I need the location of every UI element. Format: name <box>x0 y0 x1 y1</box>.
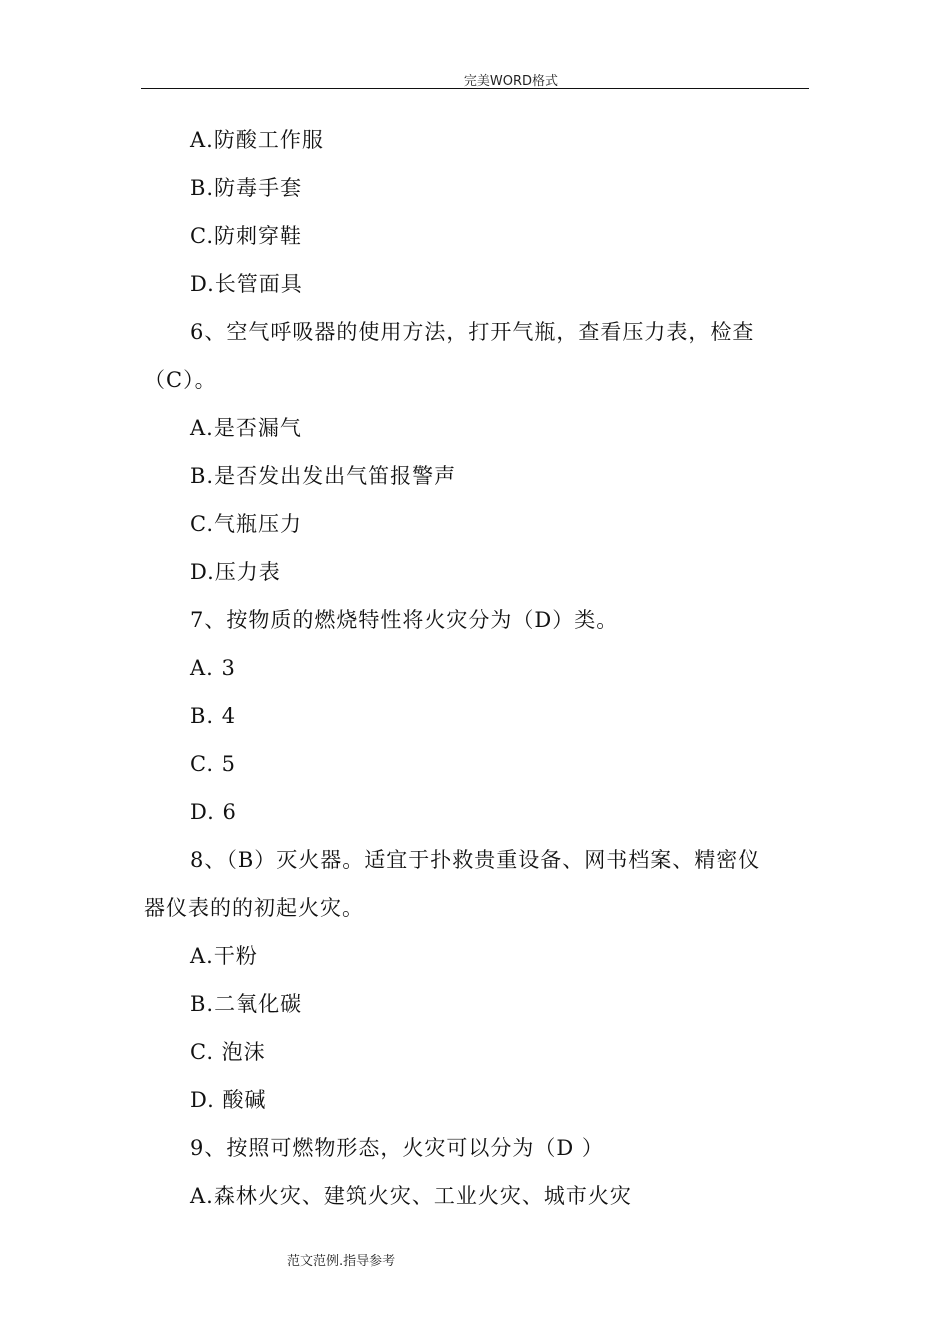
option-line: B.防毒手套 <box>190 176 303 200</box>
option-line: C.气瓶压力 <box>190 512 302 536</box>
question-continuation: 器仪表的的初起火灾。 <box>144 896 364 920</box>
option-line: D.长管面具 <box>190 272 303 296</box>
question-line: 9、按照可燃物形态，火灾可以分为（D ） <box>190 1136 604 1160</box>
option-line: D. 酸碱 <box>190 1088 267 1112</box>
option-line: A.森林火灾、建筑火灾、工业火灾、城市火灾 <box>190 1184 632 1208</box>
option-line: A.防酸工作服 <box>190 128 324 152</box>
option-line: B. 4 <box>190 704 237 728</box>
document-body <box>144 116 808 1220</box>
option-line: D. 6 <box>190 800 237 824</box>
option-line: A.干粉 <box>190 944 258 968</box>
option-line: C. 泡沫 <box>190 1040 266 1064</box>
header-divider <box>141 88 809 89</box>
question-line: 6、空气呼吸器的使用方法，打开气瓶，查看压力表，检查 <box>190 320 755 344</box>
option-line: C. 5 <box>190 752 237 776</box>
option-line: D.压力表 <box>190 560 281 584</box>
page-footer: 范文范例.指导参考 <box>287 1254 396 1269</box>
option-line: C.防刺穿鞋 <box>190 224 302 248</box>
option-line: A. 3 <box>190 656 236 680</box>
option-line: B.二氧化碳 <box>190 992 303 1016</box>
question-line: 8、（B）灭火器。适宜于扑救贵重设备、网书档案、精密仪 <box>190 848 761 872</box>
question-line: 7、按物质的燃烧特性将火灾分为（D）类。 <box>190 608 619 632</box>
option-line: A.是否漏气 <box>190 416 302 440</box>
question-continuation: （C）。 <box>144 368 217 392</box>
option-line: B.是否发出发出气笛报警声 <box>190 464 457 488</box>
page-header: 完美WORD格式 <box>463 74 559 89</box>
